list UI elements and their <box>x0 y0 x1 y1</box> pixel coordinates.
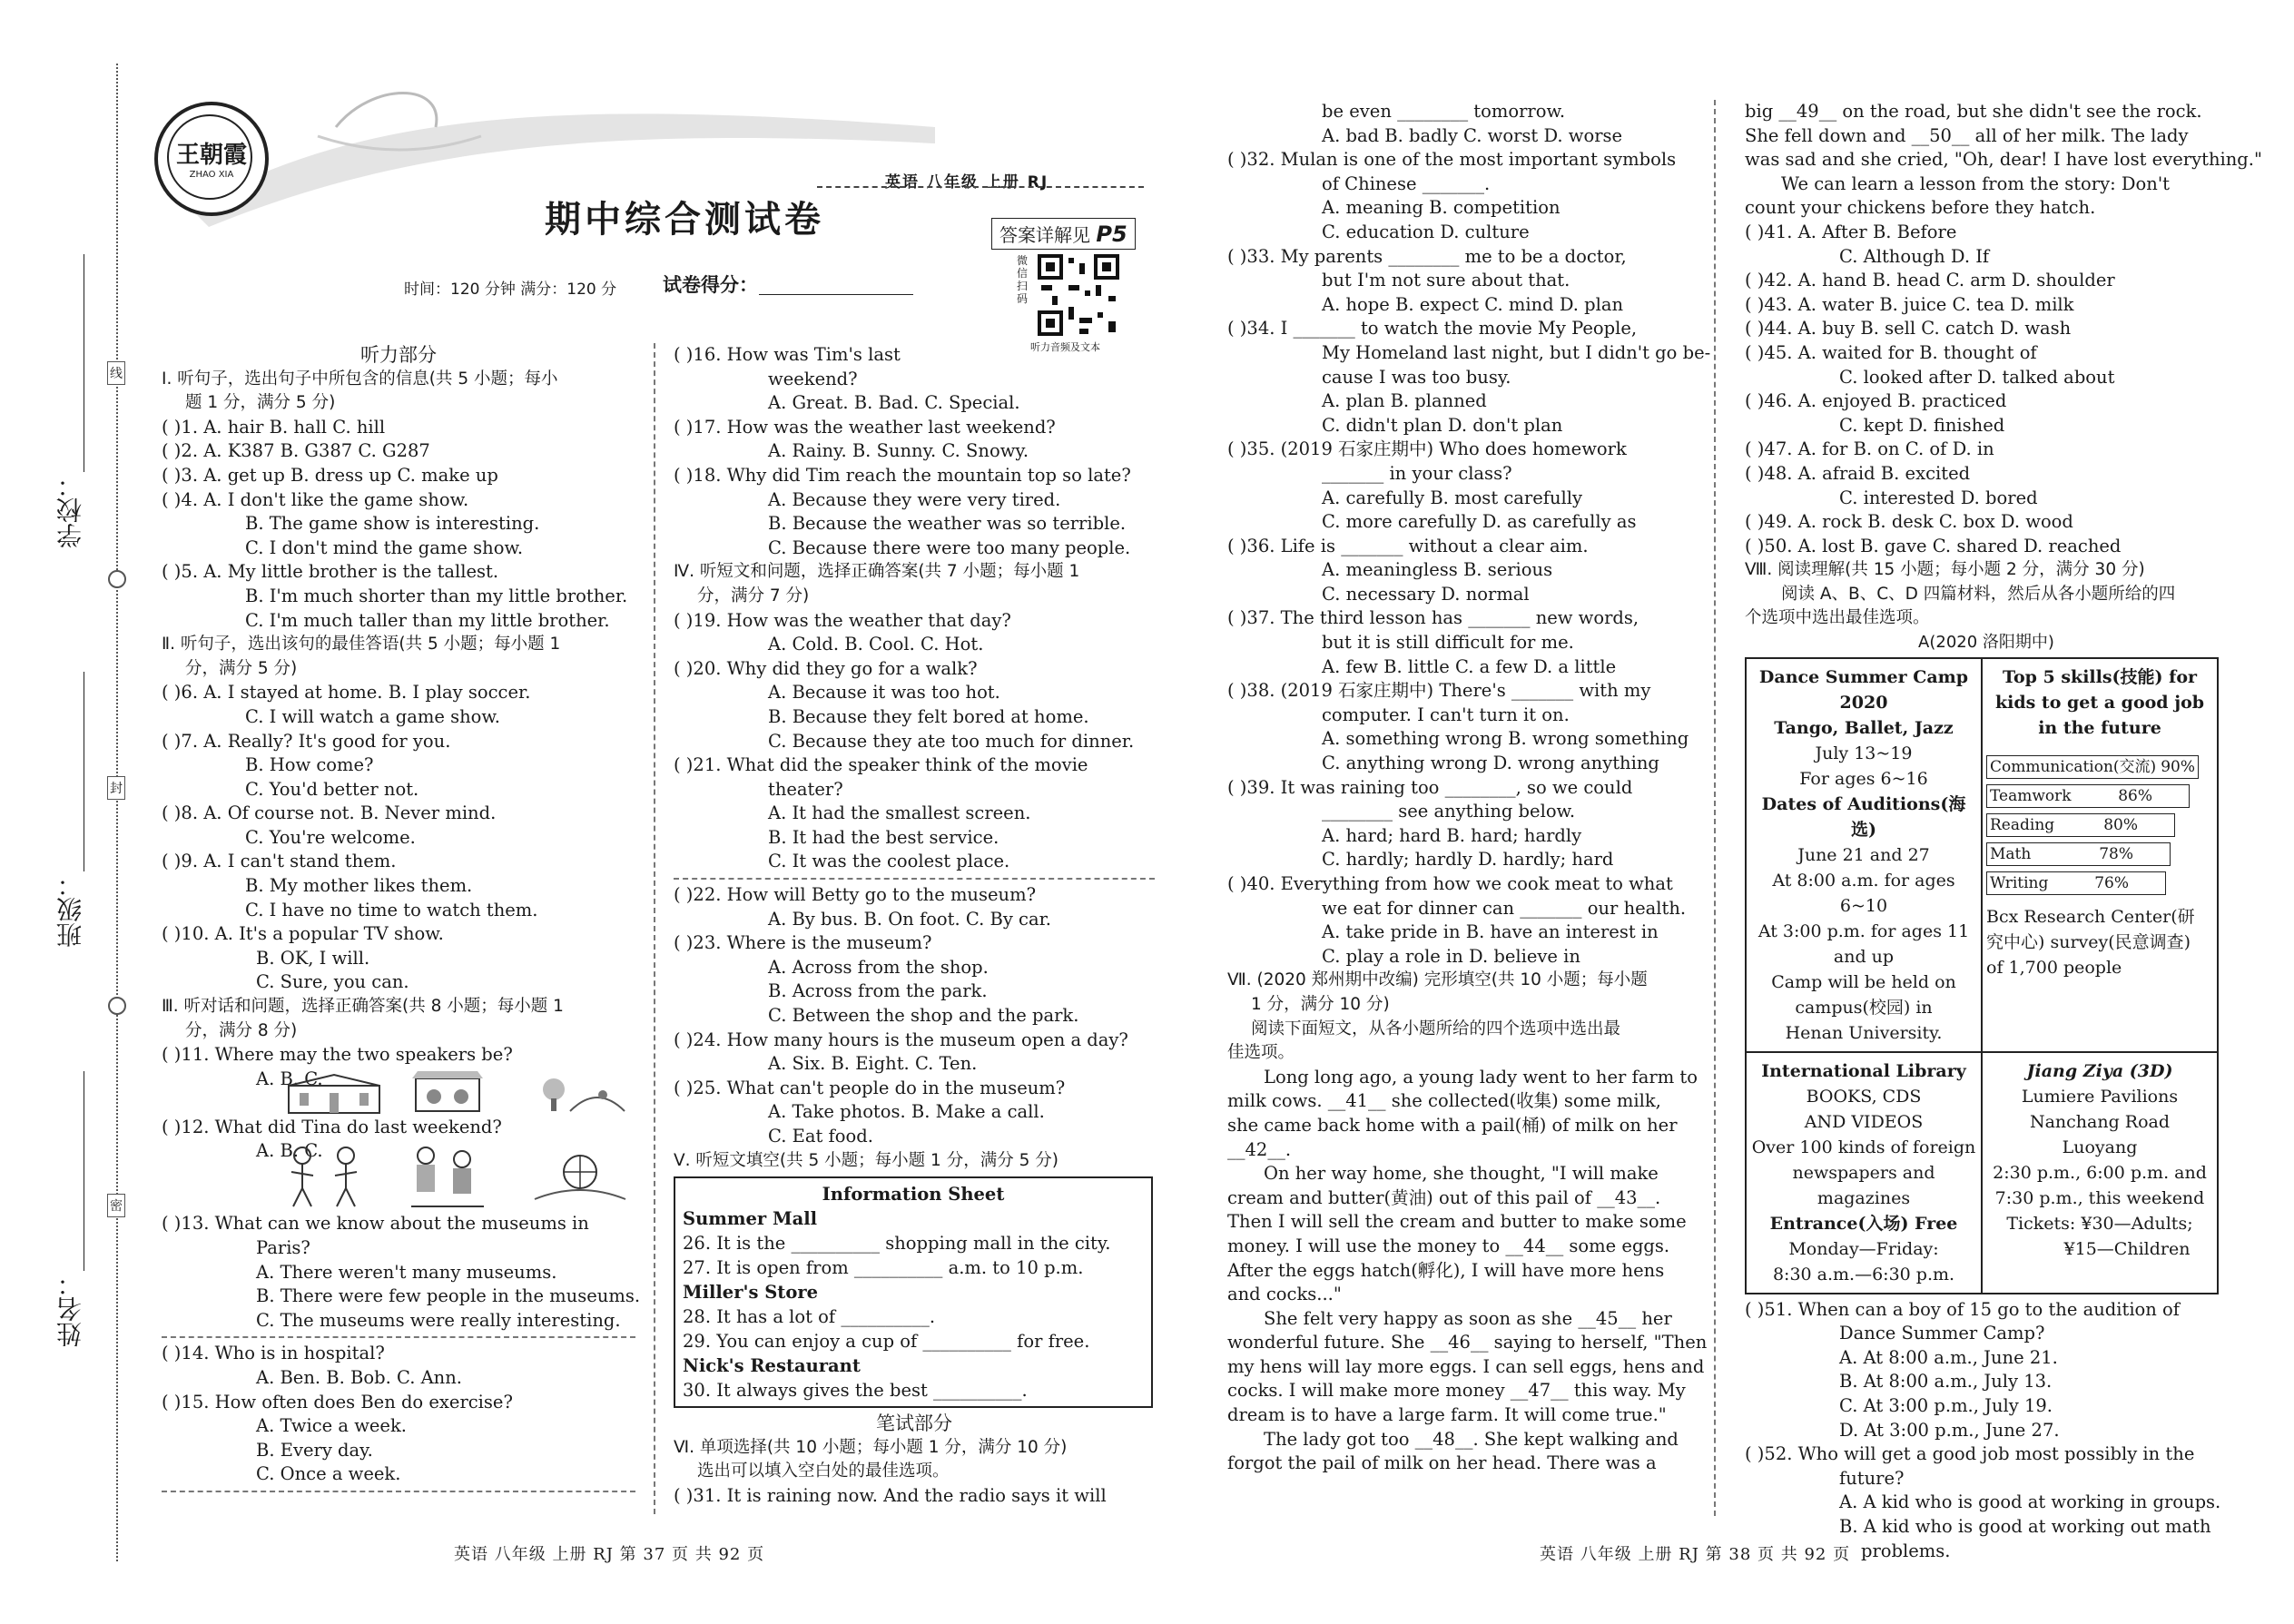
question-26[interactable]: 26. It is the __________ shopping mall in the city. <box>683 1233 1111 1255</box>
question-6[interactable]: ( )6. A. I stayed at home. B. I play soccer. <box>162 682 531 704</box>
question-41[interactable]: ( )41. A. After B. Before <box>1745 221 1957 242</box>
question-16[interactable]: ( )16. How was Tim's last <box>674 344 901 365</box>
seal-mark-1: 线 <box>107 361 125 385</box>
answer-ref-box: 答案详解见 P5 <box>991 218 1136 250</box>
question-47[interactable]: ( )47. A. for B. on C. of D. in <box>1745 438 1994 460</box>
publisher-logo: 王朝霞 ZHAO XIA <box>154 102 269 216</box>
information-sheet-title: Information Sheet <box>822 1184 1005 1206</box>
question-40[interactable]: ( )40. Everything from how we cook meat to what <box>1227 873 1673 894</box>
score-label: 试卷得分： <box>663 274 758 296</box>
skill-bar <box>1986 842 2171 866</box>
question-42[interactable]: ( )42. A. hand B. head C. arm D. shoulder <box>1745 270 2115 291</box>
section-7-heading: Ⅶ. (2020 郑州期中改编) 完形填空(共 10 小题；每小题 <box>1227 970 1648 990</box>
skill-bar <box>1986 813 2175 837</box>
family-picture-icon[interactable] <box>402 1143 493 1210</box>
question-20[interactable]: ( )20. Why did they go for a walk? <box>674 657 978 679</box>
question-12-pictures: A. B. C. <box>162 1139 635 1212</box>
question-51[interactable]: ( )51. When can a boy of 15 go to the audition of <box>1745 1298 2181 1320</box>
question-3[interactable]: ( )3. A. get up B. dress up C. make up <box>162 464 498 486</box>
question-21[interactable]: ( )21. What did the speaker think of the movie <box>674 754 1088 776</box>
skill-bar-label: Communication(交流) <box>1990 757 2157 776</box>
question-32[interactable]: ( )32. Mulan is one of the most important symbols <box>1227 149 1677 171</box>
ad-international-library: International Library BOOKS, CDS AND VIDEOS Over 100 kinds of foreign newspapers and magazines Entrance(入场) Free Monday—Friday: 8:30 a.m.—6:30 p.m. <box>1746 1052 1982 1294</box>
question-28[interactable]: 28. It has a lot of __________. <box>683 1306 936 1328</box>
question-43[interactable]: ( )43. A. water B. juice C. tea D. milk <box>1745 293 2074 315</box>
column-3: be even ________ tomorrow. A. bad B. badly C. worst D. worse ( )32. Mulan is one of the most important symbols of Chinese _______. A. meaning B. competition C. education D. culture ( )33. My parents ________ me to be a doctor, but I'm not sure about that. A. hope B. expect C. mind D. plan ( )34. I _______ to watch the movie My People, My Homeland last night, but I didn't go be- cause I was too busy. A. plan B. planned C. didn't plan D. don't plan ( )35. (2019 石家庄期中) Who does homework _______ in your class? A. carefully B. most carefully C. more carefully D. as carefully as ( )36. Life is _______ without a clear aim. A. meaningless B. serious C. necessary D. normal ( )37. The third lesson has _______ new words, but it is still difficult for me. A. few B. little C. a few D. a little ( )38. (2019 石家庄期中) There's _______ with my computer. I can't turn it on. A. something wrong B. wrong something C. anything wrong D. wrong anything ( )39. It was raining too ________, so we could ________ see anything below. A. hard; hard B. hard; hardly C. hardly; hardly D. hardly; hard ( )40. Everything from how we cook meat to what we eat for dinner can _______ our health. A. take pride in B. have an interest in C. play a role in D. believe in Ⅶ. (2020 郑州期中改编) 完形填空(共 10 小题；每小题 1 分，满分 10 分) 阅读下面短文，从各小题所给的四个选项中选出最 佳选项。 Long long ago, a young lady went to her farm to milk cows. __41__ she collected(收集) some milk, she came back home with a pail(桶) of milk on her __42__. On her way home, she thought, "I will make cream and butter(黄油) out of this pail of __43__. Then I will sell the cream and butter to make some money. I will use the money to __44__ some eggs. After the eggs hatch(孵化), I will have more hens and cocks..." She felt very happy as soon as she __45__ her wonderful future. She __46__ saying to herself, "Then my hens will lay more eggs. I can sell eggs, hens and cocks. I will make more money __47__ this way. My dream is to have a large farm. It will come true." The lady got too __48__. She kept walking and forgot the pail of milk on her head. There was a <box>1227 100 1699 1476</box>
question-12[interactable]: ( )12. What did Tina do last weekend? <box>162 1116 502 1137</box>
question-9[interactable]: ( )9. A. I can't stand them. <box>162 851 397 872</box>
skill-bar-label: Writing <box>1990 873 2049 892</box>
question-11[interactable]: ( )11. Where may the two speakers be? <box>162 1044 513 1066</box>
question-22[interactable]: ( )22. How will Betty go to the museum? <box>674 884 1037 906</box>
skill-bar-label: Teamwork <box>1990 786 2072 805</box>
column-2: ( )16. How was Tim's last weekend? A. Great. B. Bad. C. Special. ( )17. How was the weather last weekend? A. Rainy. B. Sunny. C. Snowy. ( )18. Why did Tim reach the mountain top so late? A. Because they were very tired. B. Because the weather was so terrible. C. Because there were too many people. Ⅳ. 听短文和问题，选择正确答案(共 7 小题；每小题 1 分，满分 7 分) ( )19. How was the weather that day? A. Cold. B. Cool. C. Hot. ( )20. Why did they go for a walk? A. Because it was too hot. B. Because they felt bored at home. C. Because they ate too much for dinner. ( )21. What did the speaker think of the movie theater? A. It had the smallest screen. B. It had the best service. C. It was the coolest place. ( )22. How will Betty go to the museum? A. By bus. B. On foot. C. By car. ( )23. Where is the museum? A. Across from the shop. B. Across from the park. C. Between the shop and the park. ( )24. How many hours is the museum open a day? A. Six. B. Eight. C. Ten. ( )25. What can't people do in the museum? A. Take photos. B. Make a call. C. Eat food. Ⅴ. 听短文填空(共 5 小题；每小题 1 分，满分 5 分) Information Sheet Summer Mall 26. It is the __________ shopping mall in the city. 27. It is open from __________ a.m. to 10 p.m. Miller's Store 28. It has a lot of __________. 29. You can enjoy a cup of __________ for free. Nick's Restaurant 30. It always gives the best __________. 笔试部分 Ⅵ. 单项选择(共 10 小题；每小题 1 分，满分 10 分) 选出可以填入空白处的最佳选项。 ( )31. It is raining now. And the radio says it will <box>674 343 1155 1509</box>
question-7[interactable]: ( )7. A. Really? It's good for you. <box>162 730 451 752</box>
binding-line <box>116 64 118 1561</box>
question-1[interactable]: ( )1. A. hair B. hall C. hill <box>162 416 386 438</box>
score-field[interactable] <box>759 294 913 295</box>
page-title: 期中综合测试卷 <box>545 198 824 241</box>
question-33[interactable]: ( )33. My parents ________ me to be a doctor, <box>1227 245 1627 267</box>
time-score-meta: 时间：120 分钟 满分：120 分 <box>404 281 617 299</box>
shop-picture-icon[interactable] <box>407 1069 497 1115</box>
listening-heading: 听力部分 <box>360 344 437 366</box>
question-31[interactable]: ( )31. It is raining now. And the radio says it will <box>674 1484 1107 1506</box>
section-1-heading: Ⅰ. 听句子，选出句子中所包含的信息(共 5 小题；每小 <box>162 369 558 389</box>
question-49[interactable]: ( )49. A. rock B. desk C. box D. wood <box>1745 511 2073 533</box>
question-10[interactable]: ( )10. A. It's a popular TV show. <box>162 923 444 945</box>
question-45[interactable]: ( )45. A. waited for B. thought of <box>1745 341 2037 363</box>
skills-bar-list <box>1986 755 2213 895</box>
question-15[interactable]: ( )15. How often does Ben do exercise? <box>162 1391 513 1412</box>
section-5-heading: Ⅴ. 听短文填空(共 5 小题；每小题 1 分，满分 5 分) <box>674 1150 1058 1170</box>
divider <box>162 1336 635 1338</box>
skill-bar-value: 90% <box>2161 757 2195 776</box>
question-4[interactable]: ( )4. A. I don't like the game show. <box>162 488 469 510</box>
ad-dance-camp: Dance Summer Camp 2020 Tango, Ballet, Jazz July 13~19 For ages 6~16 Dates of Auditions(海选) June 21 and 27 At 8:00 a.m. for ages 6~10 At 3:00 p.m. for ages 11 and up Camp will be held on campus(校园) in Henan University. <box>1746 658 1982 1052</box>
footer-left: 英语 八年级 上册 RJ 第 37 页 共 92 页 <box>454 1545 765 1564</box>
school-label: 学校： <box>55 472 85 548</box>
footer-right: 英语 八年级 上册 RJ 第 38 页 共 92 页 <box>1540 1545 1851 1564</box>
qr-code-icon[interactable] <box>1038 254 1119 336</box>
skill-bar-label: Math <box>1990 844 2032 863</box>
question-2[interactable]: ( )2. A. K387 B. G387 C. G287 <box>162 440 430 462</box>
name-label: 姓名： <box>55 1271 85 1347</box>
question-35[interactable]: ( )35. (2019 石家庄期中) Who does homework <box>1227 438 1627 460</box>
skill-bar <box>1986 871 2166 895</box>
question-50[interactable]: ( )50. A. lost B. gave C. shared D. reached <box>1745 535 2122 556</box>
question-18[interactable]: ( )18. Why did Tim reach the mountain top so late? <box>674 464 1131 486</box>
park-picture-icon[interactable] <box>534 1075 634 1115</box>
question-29[interactable]: 29. You can enjoy a cup of __________ for free. <box>683 1331 1090 1353</box>
information-sheet: Information Sheet Summer Mall 26. It is the __________ shopping mall in the city. 27. It is open from __________ a.m. to 10 p.m. Miller's Store 28. It has a lot of __________. 29. You can enjoy a cup of __________ for free. Nick's Restaurant 30. It always gives the best __________. <box>674 1176 1153 1408</box>
question-46[interactable]: ( )46. A. enjoyed B. practiced <box>1745 390 2007 412</box>
skill-bar-value: 76% <box>2094 873 2129 892</box>
section-8-heading: Ⅷ. 阅读理解(共 15 小题；每小题 2 分，满分 30 分) <box>1745 560 2145 580</box>
subject-tag: 英语 八年级 上册 RJ <box>885 173 1049 192</box>
skill-bar-value: 86% <box>2118 786 2152 805</box>
question-39[interactable]: ( )39. It was raining too ________, so we could <box>1227 776 1633 798</box>
section-2-heading: Ⅱ. 听句子，选出该句的最佳答语(共 5 小题；每小题 1 <box>162 635 561 655</box>
question-44[interactable]: ( )44. A. buy B. sell C. catch D. wash <box>1745 318 2072 340</box>
reading-a-ads <box>1745 657 2219 1294</box>
question-24[interactable]: ( )24. How many hours is the museum open a day? <box>674 1029 1128 1050</box>
question-36[interactable]: ( )36. Life is _______ without a clear aim. <box>1227 535 1589 556</box>
section-3-heading: Ⅲ. 听对话和问题，选择正确答案(共 8 小题；每小题 1 <box>162 997 564 1017</box>
divider <box>674 878 1155 880</box>
question-8[interactable]: ( )8. A. Of course not. B. Never mind. <box>162 802 497 824</box>
question-37[interactable]: ( )37. The third lesson has _______ new words, <box>1227 607 1639 629</box>
question-48[interactable]: ( )48. A. afraid B. excited <box>1745 462 1971 484</box>
ad-skills-chart: Top 5 skills(技能) for kids to get a good job in the future Communication(交流) 90% Teamwork 86% Reading 80% Math 78% Writing 76% Bcx Research Center(研 究中心) survey(民意调查) of 1,700 people <box>1982 658 2218 1052</box>
passage-a-heading: A(2020 洛阳期中) <box>1918 633 2054 653</box>
section-6-heading: Ⅵ. 单项选择(共 10 小题；每小题 1 分，满分 10 分) <box>674 1437 1068 1457</box>
binding-hole-2 <box>108 997 126 1015</box>
skill-bar-value: 80% <box>2103 815 2138 834</box>
question-38[interactable]: ( )38. (2019 石家庄期中) There's _______ with my <box>1227 680 1651 702</box>
section-4-heading: Ⅳ. 听短文和问题，选择正确答案(共 7 小题；每小题 1 <box>674 562 1080 582</box>
question-11-pictures: A. B. C. <box>162 1068 635 1116</box>
qr-label: 微信扫码 <box>1017 254 1029 305</box>
question-19[interactable]: ( )19. How was the weather that day? <box>674 609 1011 631</box>
question-5[interactable]: ( )5. A. My little brother is the tallest. <box>162 561 499 583</box>
writing-heading: 笔试部分 <box>876 1412 952 1435</box>
question-14[interactable]: ( )14. Who is in hospital? <box>162 1343 385 1364</box>
question-34[interactable]: ( )34. I _______ to watch the movie My People, <box>1227 318 1638 340</box>
question-23[interactable]: ( )23. Where is the museum? <box>674 932 932 954</box>
building-picture-icon[interactable] <box>280 1073 389 1115</box>
question-27[interactable]: 27. It is open from __________ a.m. to 10 p.m. <box>683 1257 1084 1279</box>
question-13[interactable]: ( )13. What can we know about the museums in <box>162 1213 589 1235</box>
column-separator <box>1714 100 1716 1516</box>
qr-caption: 听力音频及文本 <box>1030 341 1100 353</box>
kids-playing-picture-icon[interactable] <box>275 1143 375 1210</box>
skill-bar <box>1986 755 2199 779</box>
cloze-passage: Long long ago, a young lady went to her farm to milk cows. __41__ she collected(收集) some milk, she came back home with a pail(桶) of milk on her __42__. On her way home, she thought, "I will make cream and butter(黄油) out of this pail of __43__. Then I will sell the cream and butter to make some money. I will use the money to __44__ some eggs. After the eggs hatch(孵化), I will have more hens and cocks..." She felt very happy as soon as she __45__ her wonderful future. She __46__ saying to herself, "Then my hens will lay more eggs. I can sell eggs, hens and cocks. I will make more money __47__ this way. My dream is to have a large farm. It will come true." The lady got too __48__. She kept walking and forgot the pail of milk on her head. There was a <box>1227 1066 1708 1474</box>
question-30[interactable]: 30. It always gives the best __________. <box>683 1380 1028 1402</box>
title-rule <box>817 186 1144 188</box>
column-1: 听力部分 Ⅰ. 听句子，选出句子中所包含的信息(共 5 小题；每小 题 1 分，满分 5 分) ( )1. A. hair B. hall C. hill ( )2. A. K387 B. G387 C. G287 ( )3. A. get up B. dress up C. make up ( )4. A. I don't like the game show. B. The game show is interesting. C. I don't mind the game show. ( )5. A. My little brother is the tallest. B. I'm much shorter than my little brother. C. I'm much taller than my little brother. Ⅱ. 听句子，选出该句的最佳答语(共 5 小题；每小题 1 分，满分 5 分) ( )6. A. I stayed at home. B. I play soccer. C. I will watch a game show. ( )7. A. Really? It's good for you. B. How come? C. You'd better not. ( )8. A. Of course not. B. Never mind. C. You're welcome. ( )9. A. I can't stand them. B. My mother likes them. C. I have no time to watch them. ( )10. A. It's a popular TV show. B. OK, I will. C. Sure, you can. Ⅲ. 听对话和问题，选择正确答案(共 8 小题；每小题 1 分，满分 8 分) ( )11. Where may the two speakers be? A. B. C. ( )12. What did Tina do last weekend? A. B. C. ( )13. What can we know about the museums in Paris? A. There weren't many museums. B. There were few people in the museums. C. The museums were really interesting. ( )14. Who is in hospital? A. Ben. B. Bob. C. Ann. ( )15. How often does Ben do exercise? A. Twice a week. B. Every day. C. Once a week. <box>162 343 635 1496</box>
class-label: 班级： <box>55 871 85 948</box>
seal-mark-3: 密 <box>107 1194 125 1217</box>
beach-picture-icon[interactable] <box>529 1145 629 1208</box>
skill-bar <box>1986 784 2190 808</box>
divider <box>162 1491 635 1492</box>
column-4: big __49__ on the road, but she didn't see the rock. She fell down and __50__ all of her milk. The lady was sad and she cried, "Oh, dear! I have lost everything." We can learn a lesson from the story: Don't count your chickens before they hatch. ( )41. A. After B. Before C. Although D. If ( )42. A. hand B. head C. arm D. shoulder ( )43. A. water B. juice C. tea D. milk ( )44. A. buy B. sell C. catch D. wash ( )45. A. waited for B. thought of C. looked after D. talked about ( )46. A. enjoyed B. practiced C. kept D. finished ( )47. A. for B. on C. of D. in ( )48. A. afraid B. excited C. interested D. bored ( )49. A. rock B. desk C. box D. wood ( )50. A. lost B. gave C. shared D. reached Ⅷ. 阅读理解(共 15 小题；每小题 2 分，满分 30 分) 阅读 A、B、C、D 四篇材料，然后从各小题所给的四 个选项中选出最佳选项。 A(2020 洛阳期中) Dance Summer Camp 2020 Tango, Ballet, Jazz July 13~19 For ages 6~16 Dates of Auditions(海选) June 21 and 27 At 8:00 a.m. for ages 6~10 At 3:00 p.m. for ages 11 and up Camp will be held on campus(校园) in Henan University. Top 5 skills(技能) for kids to get a good job in the future Communication(交流) 90% Teamwork 86% Reading 80% Math 78% Writing 76% Bcx Research Center(研 究中心) survey(民意调查) of 1,700 people International Library BOOKS, CDS AND VIDEOS Over 100 kinds of foreign newspapers and magazines Entrance(入场) Free Monday—Friday: 8:30 a.m.—6:30 p.m. Jiang Ziya (3D) Lumiere Pavilions Nanchang Road Luoyang 2:30 p.m., 6:00 p.m. and 7:30 p.m., this weekend Tickets: ¥30—Adults; ¥15—Children ( )51. When can a boy of 15 go to the audition of Dance Summer Camp? A. At 8:00 a.m., June 21. B. At 8:00 a.m., July 13. C. At 3:00 p.m., July 19. D. At 3:00 p.m., June 27. ( )52. Who will get a good job most possibly in the future? A. A kid who is good at working in groups. B. A kid who is good at working out math problems. <box>1745 101 2262 1561</box>
ad-movie-jiang-ziya: Jiang Ziya (3D) Lumiere Pavilions Nanchang Road Luoyang 2:30 p.m., 6:00 p.m. and 7:30 p.m., this weekend Tickets: ¥30—Adults; ¥15—Children <box>1982 1052 2218 1294</box>
binding-hole-1 <box>108 570 126 588</box>
skill-bar-value: 78% <box>2099 844 2133 863</box>
question-52[interactable]: ( )52. Who will get a good job most possibly in the <box>1745 1443 2195 1465</box>
question-25[interactable]: ( )25. What can't people do in the museum? <box>674 1077 1066 1098</box>
column-separator <box>654 343 655 1514</box>
skill-bar-label: Reading <box>1990 815 2055 834</box>
question-17[interactable]: ( )17. How was the weather last weekend? <box>674 416 1056 438</box>
seal-mark-2: 封 <box>107 776 125 800</box>
